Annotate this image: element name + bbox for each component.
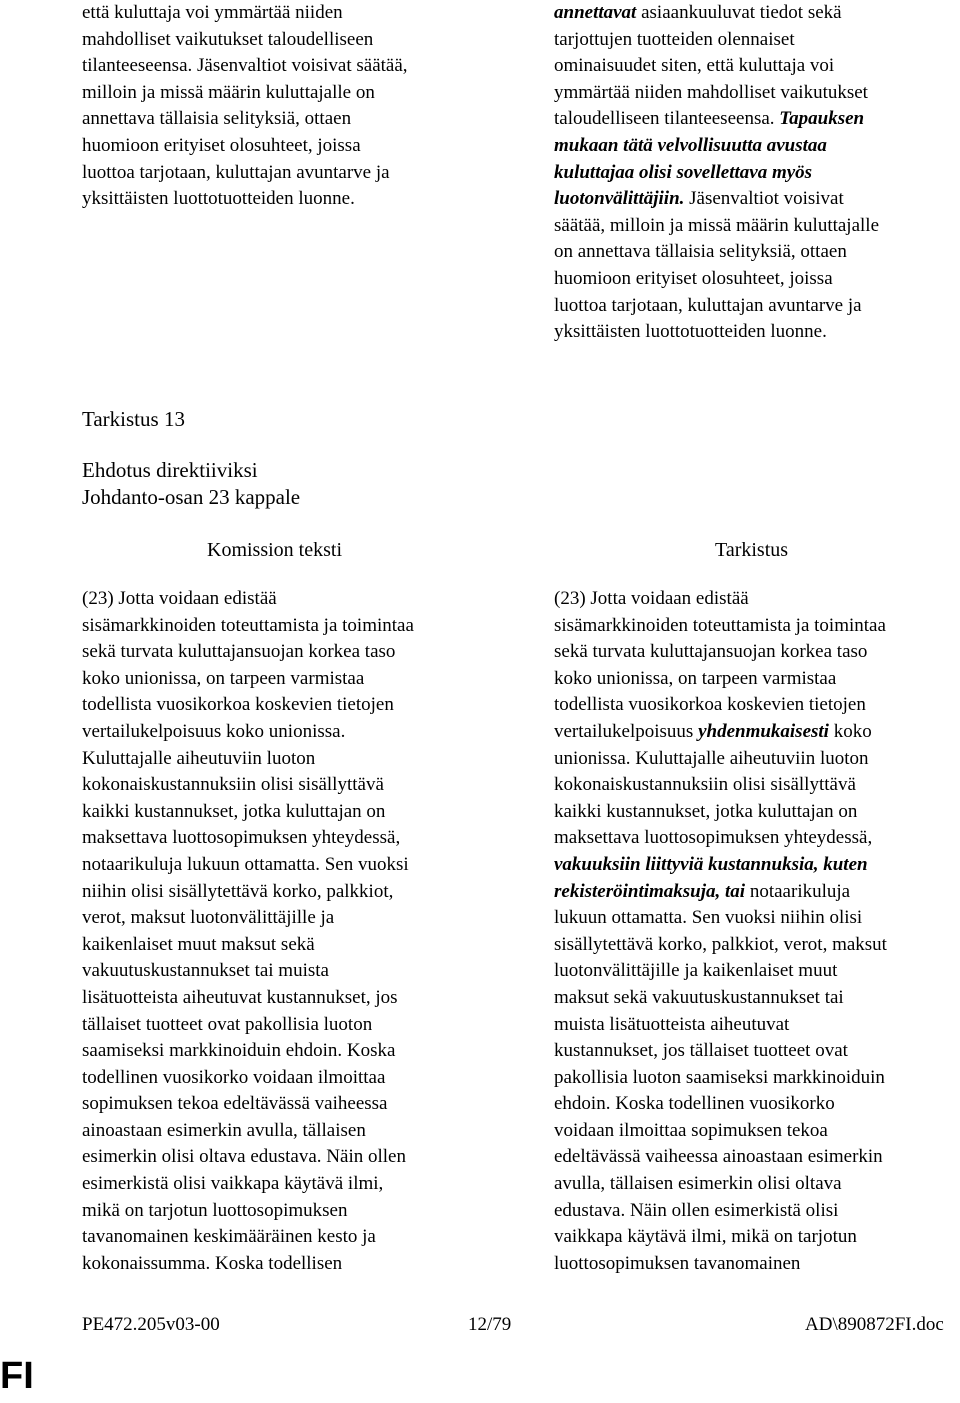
amended-text-segment: Tapauksen xyxy=(779,108,865,130)
text-line xyxy=(554,80,960,107)
text-line: tavanomainen keskimääräinen kesto ja xyxy=(82,1226,376,1248)
text-line: annettava tällaisia selityksiä, ottaen xyxy=(82,108,352,130)
commission-text-header: Komission teksti xyxy=(207,539,343,561)
text-segment: muista lisätuotteista aiheutuvat xyxy=(554,1013,790,1035)
amendment-header: Tarkistus xyxy=(715,539,789,561)
top-right-column xyxy=(554,0,960,346)
text-line: kokonaissumma. Koska todellisen xyxy=(82,1252,343,1274)
text-line xyxy=(554,0,960,27)
text-segment: asiaankuuluvat tiedot sekä xyxy=(636,2,842,23)
text-line: kaikenlaiset muut maksut sekä xyxy=(82,933,315,955)
text-line: luottoa tarjotaan, kuluttajan avuntarve ja xyxy=(82,161,390,183)
text-line xyxy=(554,985,960,1012)
text-segment: luottoa tarjotaan, kuluttajan avuntarve ja xyxy=(554,294,862,316)
text-line xyxy=(554,1251,960,1278)
commission-text-body xyxy=(82,586,482,1277)
page-number: 12/79 xyxy=(468,1314,512,1335)
text-segment: sekä turvata kuluttajansuojan korkea taso xyxy=(554,641,868,663)
text-line: sopimuksen tekoa edeltävässä vaiheessa xyxy=(82,1093,388,1115)
text-segment: sisällytettävä korko, palkkiot, verot, maksut xyxy=(554,933,887,955)
text-line xyxy=(554,27,960,54)
text-line: kokonaiskustannuksiin olisi sisällyttävä xyxy=(82,774,384,796)
text-line xyxy=(554,319,960,346)
text-line xyxy=(554,293,960,320)
text-line: todellista vuosikorkoa koskevien tietojen xyxy=(82,694,394,716)
text-line: notaarikuluja lukuun ottamatta. Sen vuoksi xyxy=(82,853,409,875)
text-line xyxy=(554,746,960,773)
text-segment: vertailukelpoisuus xyxy=(554,720,699,742)
text-line: koko unionissa, on tarpeen varmistaa xyxy=(82,667,365,689)
text-line: Kuluttajalle aiheutuviin luoton xyxy=(82,747,316,769)
text-segment: pakollisia luoton saamiseksi markkinoiduin xyxy=(554,1066,885,1088)
text-segment: edustava. Näin ollen esimerkistä olisi xyxy=(554,1199,839,1221)
text-segment: (23) Jotta voidaan edistää xyxy=(554,588,749,609)
text-line: (23) Jotta voidaan edistää xyxy=(82,588,277,609)
text-line: tilanteeseensa. Jäsenvaltiot voisivat säätää, xyxy=(82,55,408,77)
text-line xyxy=(554,1091,960,1118)
text-segment: kokonaiskustannuksiin olisi sisällyttävä xyxy=(554,774,856,796)
text-line: maksettava luottosopimuksen yhteydessä, xyxy=(82,827,401,849)
text-line xyxy=(554,958,960,985)
text-line: milloin ja missä määrin kuluttajalle on xyxy=(82,81,375,103)
text-line: ainoastaan esimerkin avulla, tällaisen xyxy=(82,1119,366,1141)
text-line xyxy=(554,1012,960,1039)
amendment-title: Tarkistus 13 xyxy=(82,407,185,431)
text-segment: ymmärtää niiden mahdolliset vaikutukset xyxy=(554,81,868,103)
text-line: sekä turvata kuluttajansuojan korkea taso xyxy=(82,641,396,663)
text-segment: koko xyxy=(828,720,872,742)
amended-text-segment: yhdenmukaisesti xyxy=(698,720,829,742)
text-line xyxy=(554,106,960,133)
text-line: verot, maksut luotonvälittäjille ja xyxy=(82,907,335,929)
amended-text-segment: luotonvälittäjiin. xyxy=(554,188,685,210)
text-line: vertailukelpoisuus koko unionissa. xyxy=(82,720,346,742)
text-line: sisämarkkinoiden toteuttamista ja toimintaa xyxy=(82,614,414,636)
text-line: mikä on tarjotun luottosopimuksen xyxy=(82,1199,348,1221)
text-line: että kuluttaja voi ymmärtää niiden xyxy=(82,2,343,23)
text-segment: maksettava luottosopimuksen yhteydessä, xyxy=(554,827,873,849)
text-line xyxy=(554,586,960,613)
amended-text-segment: kuluttajaa olisi sovellettava myös xyxy=(554,161,813,183)
text-segment: on annettava tällaisia selityksiä, ottaen xyxy=(554,241,847,263)
text-line xyxy=(554,213,960,240)
text-line xyxy=(554,852,960,879)
text-segment: maksut sekä vakuutuskustannukset tai xyxy=(554,986,844,1008)
recital-subtitle: Johdanto-osan 23 kappale xyxy=(82,485,301,509)
text-line: kaikki kustannukset, jotka kuluttajan on xyxy=(82,800,386,822)
text-line: niihin olisi sisällytettävä korko, palkkiot, xyxy=(82,880,394,902)
text-line xyxy=(554,133,960,160)
text-segment: notaarikuluja xyxy=(745,880,851,902)
text-segment: luottosopimuksen tavanomainen xyxy=(554,1252,801,1274)
text-line xyxy=(554,1224,960,1251)
text-line xyxy=(554,799,960,826)
text-line xyxy=(554,1118,960,1145)
amended-text-segment: annettavat xyxy=(554,2,637,23)
text-segment: luotonvälittäjille ja kaikenlaiset muut xyxy=(554,960,838,982)
text-line: saamiseksi markkinoiduin ehdoin. Koska xyxy=(82,1040,396,1062)
proposal-subtitle: Ehdotus direktiiviksi xyxy=(82,458,258,482)
text-line xyxy=(554,1038,960,1065)
text-line xyxy=(554,186,960,213)
text-line xyxy=(554,932,960,959)
text-line xyxy=(554,692,960,719)
text-line xyxy=(554,879,960,906)
text-line xyxy=(554,53,960,80)
text-line xyxy=(554,825,960,852)
amended-text-segment: mukaan tätä velvollisuutta avustaa xyxy=(554,134,827,156)
text-segment: lukuun ottamatta. Sen vuoksi niihin olisi xyxy=(554,907,863,929)
text-segment: todellista vuosikorkoa koskevien tietojen xyxy=(554,694,866,716)
text-segment: ehdoin. Koska todellinen vuosikorko xyxy=(554,1093,835,1115)
text-line: tällaiset tuotteet ovat pakollisia luoton xyxy=(82,1013,373,1035)
document-reference: PE472.205v03-00 xyxy=(82,1314,220,1335)
text-line xyxy=(554,160,960,187)
text-segment: taloudelliseen tilanteeseensa. xyxy=(554,108,780,130)
amended-text-segment: rekisteröintimaksuja, tai xyxy=(554,880,746,902)
text-line xyxy=(554,1171,960,1198)
text-line xyxy=(554,666,960,693)
text-line xyxy=(554,239,960,266)
text-line: esimerkistä olisi vaikkapa käytävä ilmi, xyxy=(82,1173,384,1195)
file-reference: AD\890872FI.doc xyxy=(805,1314,944,1335)
text-segment: vaikkapa käytävä ilmi, mikä on tarjotun xyxy=(554,1226,857,1248)
text-line xyxy=(554,266,960,293)
text-segment: ominaisuudet siten, että kuluttaja voi xyxy=(554,55,835,77)
text-segment: voidaan ilmoittaa sopimuksen tekoa xyxy=(554,1119,828,1141)
text-line xyxy=(554,772,960,799)
text-line: esimerkin olisi oltava edustava. Näin ollen xyxy=(82,1146,406,1168)
text-segment: yksittäisten luottotuotteiden luonne. xyxy=(554,321,827,343)
text-segment: tarjottujen tuotteiden olennaiset xyxy=(554,28,795,50)
text-segment: sisämarkkinoiden toteuttamista ja toimintaa xyxy=(554,614,886,636)
text-segment: säätää, milloin ja missä määrin kuluttajalle xyxy=(554,214,880,236)
text-line xyxy=(554,613,960,640)
text-line xyxy=(554,719,960,746)
text-line: huomioon erityiset olosuhteet, joissa xyxy=(82,134,361,156)
text-segment: koko unionissa, on tarpeen varmistaa xyxy=(554,667,837,689)
text-line xyxy=(554,905,960,932)
text-line xyxy=(554,1065,960,1092)
text-segment: kaikki kustannukset, jotka kuluttajan on xyxy=(554,800,858,822)
top-left-column xyxy=(82,0,482,213)
text-line: mahdolliset vaikutukset taloudelliseen xyxy=(82,28,374,50)
text-segment: avulla, tällaisen esimerkin olisi oltava xyxy=(554,1173,842,1195)
text-line xyxy=(554,639,960,666)
text-line: todellinen vuosikorko voidaan ilmoittaa xyxy=(82,1066,386,1088)
text-line: yksittäisten luottotuotteiden luonne. xyxy=(82,188,355,210)
text-segment: huomioon erityiset olosuhteet, joissa xyxy=(554,267,833,289)
amended-text-segment: vakuuksiin liittyviä kustannuksia, kuten xyxy=(554,853,868,875)
text-segment: edeltävässä vaiheessa ainoastaan esimerkin xyxy=(554,1146,883,1168)
text-segment: Jäsenvaltiot voisivat xyxy=(684,188,844,210)
text-line: lisätuotteista aiheutuvat kustannukset, jos xyxy=(82,986,398,1008)
text-line xyxy=(554,1198,960,1225)
text-segment: unionissa. Kuluttajalle aiheutuviin luoton xyxy=(554,747,869,769)
amendment-text-body xyxy=(554,586,960,1277)
text-segment: kustannukset, jos tällaiset tuotteet ovat xyxy=(554,1040,848,1062)
text-line xyxy=(554,1144,960,1171)
text-line: vakuutuskustannukset tai muista xyxy=(82,960,329,982)
language-code: FI xyxy=(0,1355,34,1397)
